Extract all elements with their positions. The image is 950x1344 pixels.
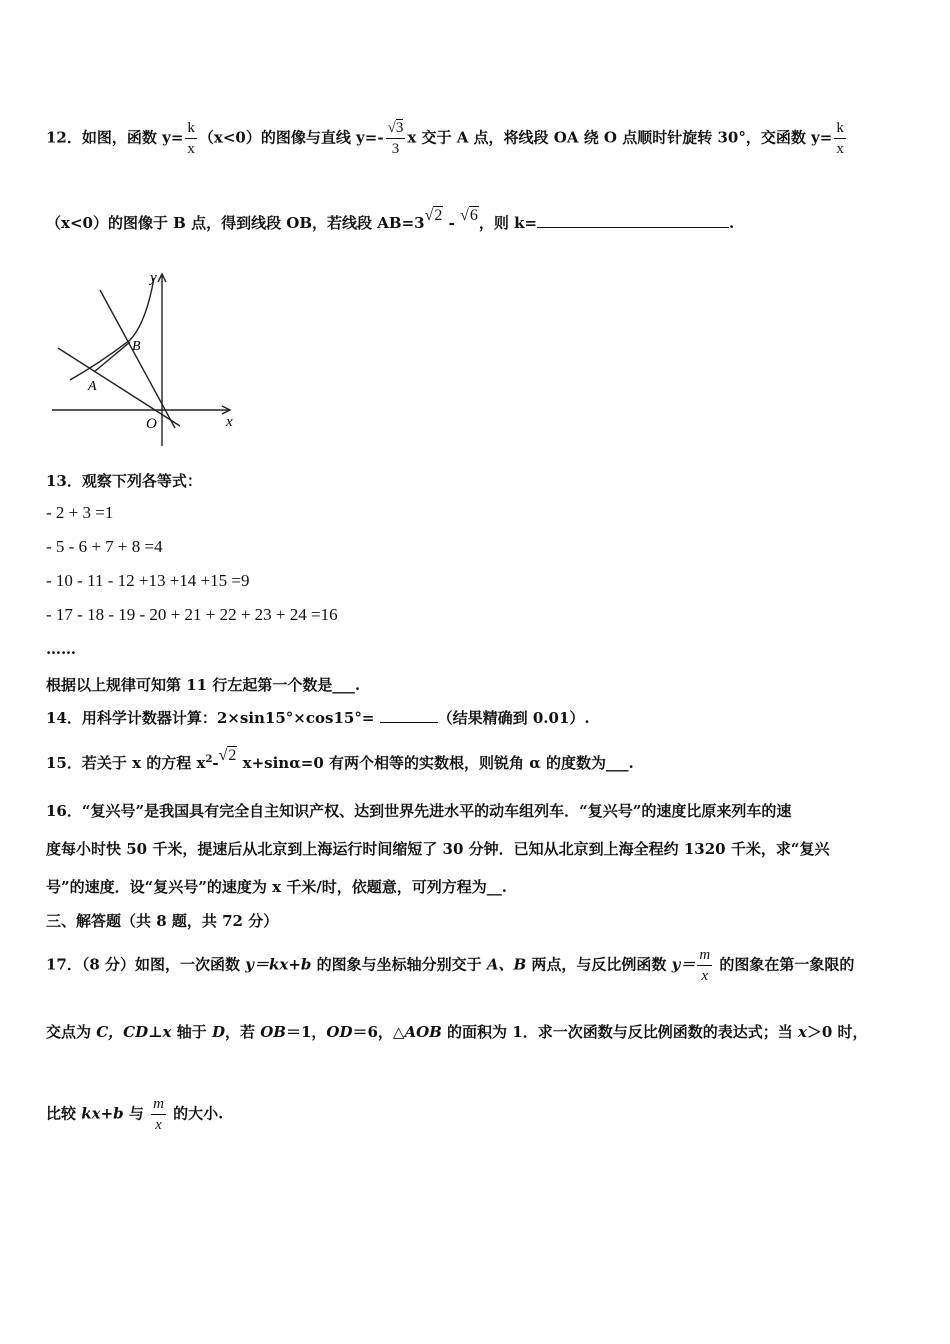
label-o: O (146, 416, 157, 432)
q17-line1: 17．（8 分）如图，一次函数 y＝kx+b 的图象与坐标轴分别交于 A、B 两点，与反比例函数 y＝ $\frac{m}{x}$ 的图象在第一象限的 (46, 947, 855, 984)
q13-row-1: - 2 + 3 =1 (46, 503, 114, 522)
q16-line2: 度每小时快 50 千米，提速后从北京到上海运行时间缩短了 30 分钟．已知从北京到上海全程约 1320 千米，求“复兴 (46, 840, 830, 858)
sqrt-2-q15: √2 (218, 747, 237, 764)
fraction-sqrt3-over-3: $\frac{√3}{3}$ (387, 120, 404, 157)
q14-line: 14．用科学计数器计算：2×sin15°×cos15°= （结果精确到 0.01）. (46, 709, 590, 727)
label-x: x (226, 414, 233, 430)
section-heading: 三、解答题（共 8 题，共 72 分） (46, 912, 279, 930)
segment-ab (94, 342, 130, 372)
q13-row-4: - 17 - 18 - 19 - 20 + 21 + 22 + 23 + 24 =16 (46, 605, 338, 624)
q12-number: 12． (46, 128, 82, 147)
q16-line3: 号”的速度．设“复兴号”的速度为 x 千米/时，依题意，可列方程为__. (46, 878, 507, 896)
q17-line2: 交点为 C，CD⊥x 轴于 D，若 OB＝1，OD＝6，△AOB 的面积为 1．求一次函数与反比例函数的表达式；当 x＞0 时， (46, 1023, 868, 1041)
q12-line2: （x<0）的图像于 B 点，得到线段 OB，若线段 AB=3√2 - √6，则 k= . (46, 207, 735, 232)
q13-row-2: - 5 - 6 + 7 + 8 =4 (46, 537, 163, 556)
fraction-m-over-x: $\frac{m}{x}$ (699, 947, 711, 984)
answer-blank-k (537, 213, 729, 228)
fraction-k-over-x-2: $\frac{k}{x}$ (836, 120, 844, 157)
sqrt-6: √6 (460, 207, 478, 224)
q13-question: 根据以上规律可知第 11 行左起第一个数是___. (46, 676, 361, 694)
fraction-k-over-x: $\frac{k}{x}$ (187, 120, 195, 157)
q12-line1: 12．如图，函数 y= $\frac{k}{x}$ （x<0）的图像与直线 y=- $\frac{√3}{3}$ x 交于 A 点，将线段 OA 绕 O 点顺时针旋转 30°，交函数 y= $\frac{k}{x}$ (46, 120, 844, 157)
fraction-m-over-x-2: $\frac{m}{x}$ (153, 1096, 164, 1133)
label-a: A (88, 379, 97, 394)
q13-title: 13．观察下列各等式： (46, 472, 202, 490)
q13-row-3: - 10 - 11 - 12 +13 +14 +15 =9 (46, 571, 250, 590)
graph-figure (50, 268, 250, 448)
answer-blank-q14 (380, 708, 438, 723)
label-y: y (150, 270, 157, 286)
q17-line3: 比较 kx+b 与 $\frac{m}{x}$ 的大小. (46, 1096, 224, 1133)
q13-ellipsis: …… (46, 640, 76, 658)
hyperbola-curve (70, 278, 154, 380)
q16-line1: 16．“复兴号”是我国具有完全自主知识产权、达到世界先进水平的动车组列车．“复兴号”的速度比原来列车的速 (46, 802, 792, 820)
q15-line: 15．若关于 x 的方程 $x^2-√2$ x+sinα=0 有两个相等的实数根，则锐角 α 的度数为___. (46, 747, 634, 772)
sqrt-2: √2 (424, 207, 443, 224)
line-ob (100, 290, 175, 428)
label-b: B (132, 339, 141, 354)
